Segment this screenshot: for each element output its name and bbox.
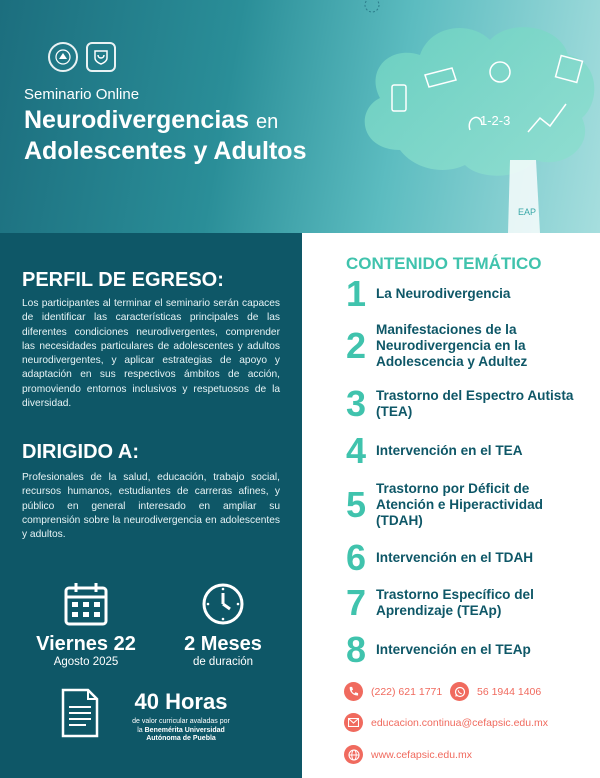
topic-label: Intervención en el TEA <box>376 443 523 458</box>
email-address: educacion.continua@cefapsic.edu.mx <box>371 716 549 729</box>
hours-block <box>116 689 246 744</box>
audience-title: DIRIGIDO A: <box>22 441 140 463</box>
topic-item <box>340 583 590 623</box>
start-month-year: Agosto 2025 <box>53 656 119 668</box>
topic-label: Intervención en el TDAH <box>376 550 534 565</box>
topic-label: Trastorno Específico del Aprendizaje (TEAp) <box>376 587 534 618</box>
topic-label: Trastorno del Espectro Autista (TEA) <box>376 388 574 419</box>
email-contact[interactable] <box>344 713 548 732</box>
right-panel <box>302 233 600 778</box>
tree-formula: 1-2-3 <box>480 113 511 128</box>
title-line1 <box>24 106 278 135</box>
calendar-icon <box>63 581 109 627</box>
contents-title: CONTENIDO TEMÁTICO <box>346 254 542 273</box>
whatsapp-number: 56 1944 1406 <box>477 685 542 698</box>
header-banner <box>0 0 600 233</box>
whatsapp-contact[interactable] <box>450 682 541 701</box>
date-block <box>22 581 150 668</box>
duration-block <box>168 581 278 668</box>
seminar-label: Seminario Online <box>24 86 140 103</box>
phone-contact[interactable] <box>344 682 442 701</box>
topic-number: 2 <box>345 325 367 366</box>
web-contact[interactable] <box>344 745 472 764</box>
topic-label: Manifestaciones de la Neurodivergencia en la Adolescencia y Adultez <box>376 322 528 369</box>
start-day: Viernes 22 <box>36 633 136 655</box>
topic-item <box>340 629 590 670</box>
topic-number: 3 <box>345 383 367 424</box>
topic-label: La Neurodivergencia <box>376 286 511 301</box>
profile-title: PERFIL DE EGRESO: <box>22 269 224 291</box>
profile-body: Los participantes al terminar el seminario serán capaces de identificar las características principales de las diferentes condiciones neurodivergentes, comprender las necesidades particulares de adolescentes y adultos neurodivergentes, y aplicar estrategias de apoyo y adaptación en sus respectivos ámbitos de acción, promoviendo entornos inclusivos y respetuosos de la diversidad. <box>22 298 280 410</box>
topic-item <box>340 320 590 372</box>
topic-number: 6 <box>345 537 367 578</box>
topic-item <box>340 430 590 471</box>
topic-number: 7 <box>345 582 367 623</box>
university-seal-logo <box>48 42 78 72</box>
brain-tree-illustration <box>330 0 600 233</box>
clock-icon <box>200 581 246 627</box>
topic-item <box>340 477 590 533</box>
hours-note-line2 <box>116 727 246 736</box>
left-panel <box>0 233 302 778</box>
hours-note-bold1: Benemérita Universidad <box>144 726 225 734</box>
phone-icon <box>344 682 363 701</box>
hours-value: 40 Horas <box>134 689 228 714</box>
topic-item <box>340 384 590 424</box>
topic-label: Trastorno por Déficit de Atención e Hiperactividad (TDAH) <box>376 481 543 528</box>
topic-number: 1 <box>345 273 367 314</box>
email-icon <box>344 713 363 732</box>
hours-note-line1: de valor curricular avaladas por <box>132 718 230 725</box>
topic-item <box>340 273 590 314</box>
topic-number: 4 <box>345 430 367 471</box>
document-icon <box>60 687 100 739</box>
title-main: Neurodivergencias <box>24 106 250 134</box>
topic-label: Intervención en el TEAp <box>376 642 531 657</box>
logos <box>48 42 116 72</box>
duration-label: de duración <box>192 656 254 668</box>
audience-body: Profesionales de la salud, educación, trabajo social, recursos humanos, estudiantes de carreras afines, y público en general interesado en ampliar su comprensión sobre la neurodivergencia en adolescentes y adultos. <box>22 472 280 541</box>
tree-label: EAP <box>518 207 537 217</box>
hours-note-bold2: Autónoma de Puebla <box>146 735 216 742</box>
topic-number: 8 <box>345 629 367 670</box>
duration-value: 2 Meses <box>184 633 262 655</box>
topic-item <box>340 537 590 578</box>
website-url: www.cefapsic.edu.mx <box>371 748 472 761</box>
title-line2: Adolescentes y Adultos <box>24 137 307 165</box>
topic-number: 5 <box>345 484 367 525</box>
whatsapp-icon <box>450 682 469 701</box>
cefapsic-logo <box>86 42 116 72</box>
globe-icon <box>344 745 363 764</box>
title-connector: en <box>256 111 279 133</box>
phone-number: (222) 621 1771 <box>371 685 443 698</box>
hours-note-prefix: la <box>137 726 143 734</box>
